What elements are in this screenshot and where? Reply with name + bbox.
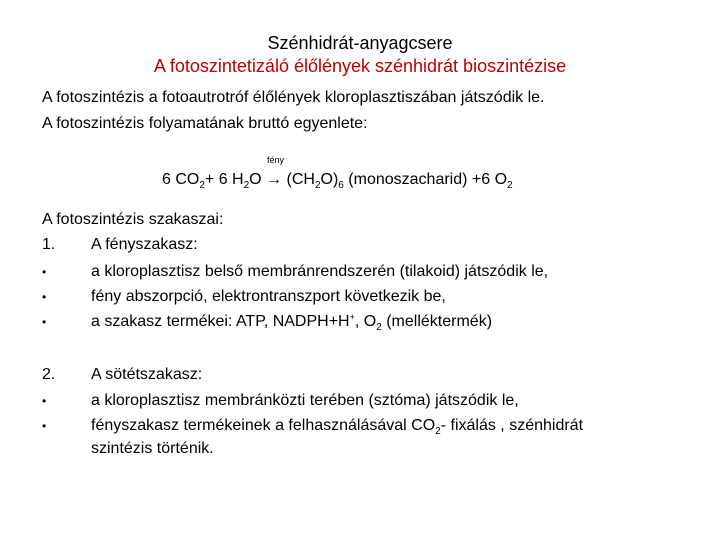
bullet-icon: • xyxy=(42,265,47,279)
text-part: fényszakasz termékeinek a felhasználásával CO xyxy=(91,417,436,434)
list-item-text: a kloroplasztisz belső membránrendszerén (tilakoid) játszódik le, xyxy=(91,263,549,280)
equation-part: (monoszacharid) +6 O xyxy=(343,171,508,188)
intro-line-1: A fotoszintézis a fotoautrotróf élőlények kloroplasztiszában játszódik le. xyxy=(42,89,545,106)
equation-subscript: 2 xyxy=(507,180,513,191)
slide-title: Szénhidrát-anyagcsere xyxy=(267,33,453,53)
intro-line-2: A fotoszintézis folyamatának bruttó egyenlete: xyxy=(42,115,368,132)
equation-part: (CH xyxy=(282,171,315,188)
equation-part: + 6 H xyxy=(204,171,244,188)
stage-2-number: 2. xyxy=(42,366,56,383)
list-item-text xyxy=(91,415,583,437)
arrow-icon: → xyxy=(266,171,283,188)
equation xyxy=(162,155,513,191)
bullet-icon: • xyxy=(42,290,47,304)
text-part: - fixálás , szénhidrát xyxy=(440,417,584,434)
stage-2-title: A sötétszakasz: xyxy=(91,366,203,383)
bullet-icon: • xyxy=(42,394,47,408)
stage-1-number: 1. xyxy=(42,236,56,253)
slide-subtitle: A fotoszintetizáló élőlények szénhidrát bioszintézise xyxy=(153,56,567,76)
equation-part: O xyxy=(249,171,267,188)
subscript: 2 xyxy=(376,322,382,333)
list-item-text: szintézis történik. xyxy=(91,440,214,457)
equation-part: O) xyxy=(320,171,339,188)
text-part: (melléktermék) xyxy=(381,313,493,330)
superscript: + xyxy=(349,312,355,322)
list-item-text: a kloroplasztisz membránközti terében (sztóma) játszódik le, xyxy=(91,392,519,409)
equation-subscript: 2 xyxy=(199,180,205,191)
stage-1-title: A fényszakasz: xyxy=(91,236,198,253)
bullet-icon: • xyxy=(42,419,47,433)
subscript: 2 xyxy=(435,426,441,437)
equation-subscript: 2 xyxy=(314,180,321,191)
stages-heading: A fotoszintézis szakaszai: xyxy=(42,211,224,228)
text-part: a szakasz termékei: ATP, NADPH+H xyxy=(91,313,350,330)
arrow-label: fény xyxy=(267,155,285,165)
list-item-text xyxy=(91,311,492,333)
text-part: , O xyxy=(354,313,377,330)
equation-part: 6 CO xyxy=(162,171,200,188)
equation-subscript: 6 xyxy=(338,180,344,191)
list-item-text: fény abszorpció, elektrontranszport következik be, xyxy=(91,288,446,305)
reaction-arrow xyxy=(266,155,285,191)
bullet-icon: • xyxy=(42,315,47,329)
equation-subscript: 2 xyxy=(243,180,250,191)
